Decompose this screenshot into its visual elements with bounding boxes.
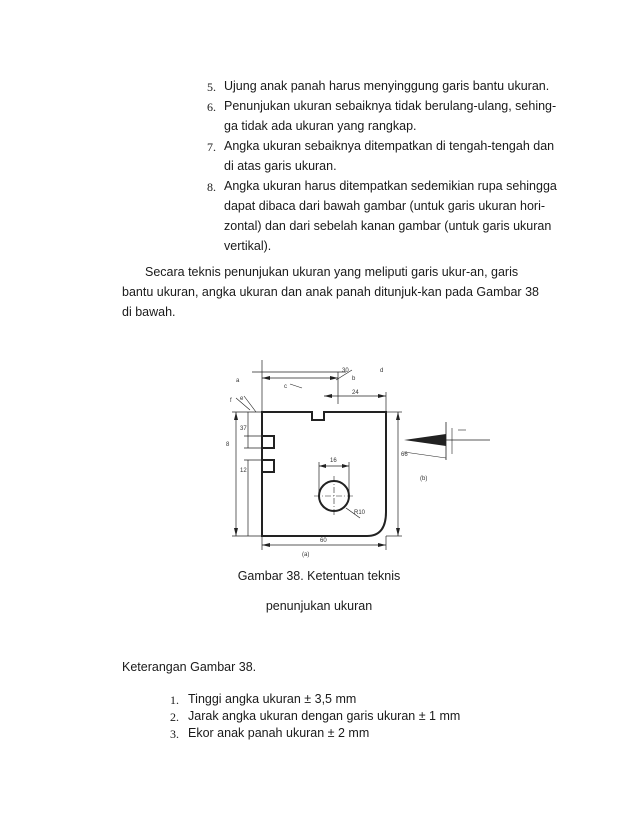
dim-16: 16 xyxy=(330,458,337,464)
keterangan-title: Keterangan Gambar 38. xyxy=(122,660,257,674)
dim-60: 60 xyxy=(320,538,327,544)
list-item-text: di atas garis ukuran. xyxy=(224,159,337,173)
list-number: 2. xyxy=(170,710,179,724)
dim-30: 30 xyxy=(342,368,349,374)
dim-24: 24 xyxy=(352,390,359,396)
paragraph-line: bantu ukuran, angka ukuran dan anak panah ditunjuk-kan pada Gambar 38 xyxy=(122,285,539,299)
paragraph-line: di bawah. xyxy=(122,305,176,319)
list-number: 6. xyxy=(207,100,216,114)
figure-caption-line2: penunjukan ukuran xyxy=(265,599,373,613)
list-item-text: Angka ukuran harus ditempatkan sedemikian rupa sehingga xyxy=(224,179,557,193)
dim-66: 66 xyxy=(401,452,408,458)
list-item-text: vertikal). xyxy=(224,239,272,253)
list-item-text: ga tidak ada ukuran yang rangkap. xyxy=(224,119,417,133)
figure-caption: Gambar 38. Ketentuan teknis xyxy=(237,569,401,583)
list-item-text: dapat dibaca dari bawah gambar (untuk garis ukuran hori- xyxy=(224,199,546,213)
list-item-text: Ujung anak panah harus menyinggung garis bantu ukuran. xyxy=(224,79,550,93)
list-number: 8. xyxy=(207,180,216,194)
list-number: 5. xyxy=(207,80,216,94)
label-a: a xyxy=(236,378,240,384)
figure-caption-a: (a) xyxy=(302,552,310,558)
label-f: f xyxy=(230,398,232,404)
label-b: b xyxy=(352,376,356,382)
label-e: e xyxy=(240,396,244,402)
label-c: c xyxy=(284,384,287,390)
list-item-text: Tinggi angka ukuran ± 3,5 mm xyxy=(188,692,357,706)
dim-12: 12 xyxy=(240,468,247,474)
list-item-text: Angka ukuran sebaiknya ditempatkan di tengah-tengah dan xyxy=(224,139,555,153)
dim-37: 37 xyxy=(240,426,247,432)
list-item-text: Penunjukan ukuran sebaiknya tidak berulang-ulang, sehing- xyxy=(224,99,557,113)
dim-8: 8 xyxy=(226,442,230,448)
list-item-text: zontal) dan dari sebelah kanan gambar (untuk garis ukuran xyxy=(224,219,552,233)
list-number: 3. xyxy=(170,727,179,741)
label-d: d xyxy=(380,368,384,374)
list-number: 7. xyxy=(207,140,216,154)
list-item-text: Ekor anak panah ukuran ± 2 mm xyxy=(188,726,370,740)
list-number: 1. xyxy=(170,693,179,707)
figure-caption-b: (b) xyxy=(420,476,428,482)
dim-r10: R10 xyxy=(354,510,366,516)
paragraph-line: Secara teknis penunjukan ukuran yang meliputi garis ukur-an, garis xyxy=(145,265,519,279)
list-item-text: Jarak angka ukuran dengan garis ukuran ± 1 mm xyxy=(188,709,461,723)
